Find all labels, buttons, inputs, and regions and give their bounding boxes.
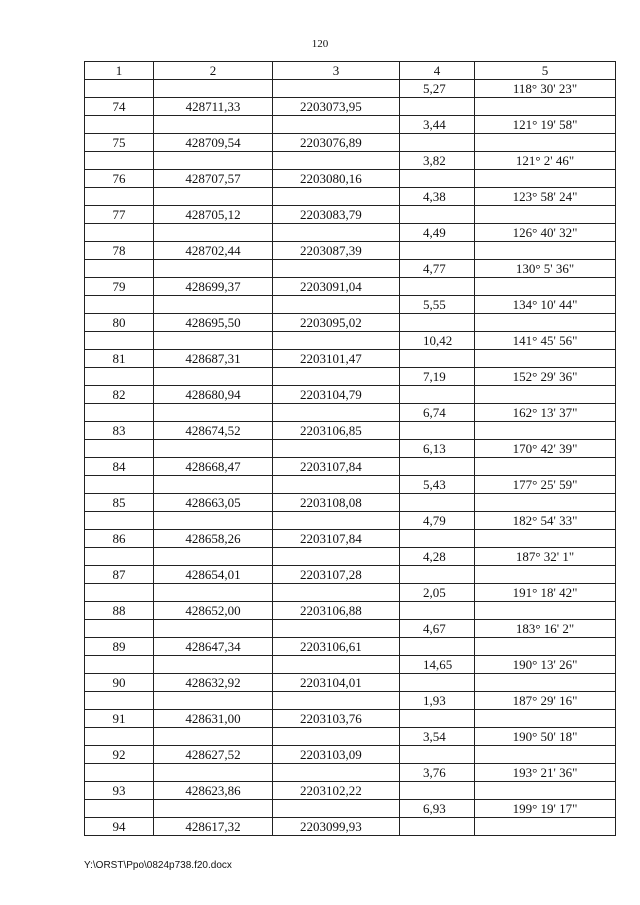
point-number-cell: 85 xyxy=(85,494,154,512)
distance-cell: 6,74 xyxy=(400,404,475,422)
bearing-cell: 191° 18' 42" xyxy=(475,584,616,602)
y-coordinate-cell: 2203102,22 xyxy=(273,782,400,800)
y-coordinate-cell: 2203095,02 xyxy=(273,314,400,332)
table-row xyxy=(85,548,616,566)
y-coordinate-cell xyxy=(273,224,400,242)
distance-cell: 4,38 xyxy=(400,188,475,206)
x-coordinate-cell xyxy=(154,800,273,818)
bearing-cell: 130° 5' 36" xyxy=(475,260,616,278)
bearing-cell xyxy=(475,170,616,188)
y-coordinate-cell: 2203104,01 xyxy=(273,674,400,692)
bearing-cell: 183° 16' 2" xyxy=(475,620,616,638)
bearing-cell xyxy=(475,602,616,620)
bearing-cell xyxy=(475,350,616,368)
table-row xyxy=(85,98,616,116)
y-coordinate-cell: 2203091,04 xyxy=(273,278,400,296)
point-number-cell xyxy=(85,584,154,602)
y-coordinate-cell: 2203107,84 xyxy=(273,530,400,548)
bearing-cell: 162° 13' 37" xyxy=(475,404,616,422)
table-row xyxy=(85,494,616,512)
y-coordinate-cell xyxy=(273,296,400,314)
distance-cell xyxy=(400,386,475,404)
bearing-cell xyxy=(475,782,616,800)
bearing-cell xyxy=(475,674,616,692)
bearing-cell: 152° 29' 36" xyxy=(475,368,616,386)
point-number-cell: 88 xyxy=(85,602,154,620)
x-coordinate-cell xyxy=(154,152,273,170)
point-number-cell xyxy=(85,296,154,314)
table-row xyxy=(85,674,616,692)
x-coordinate-cell: 428705,12 xyxy=(154,206,273,224)
x-coordinate-cell xyxy=(154,260,273,278)
x-coordinate-cell xyxy=(154,764,273,782)
table-row xyxy=(85,170,616,188)
distance-cell: 10,42 xyxy=(400,332,475,350)
bearing-cell xyxy=(475,710,616,728)
y-coordinate-cell: 2203076,89 xyxy=(273,134,400,152)
y-coordinate-cell: 2203087,39 xyxy=(273,242,400,260)
distance-cell: 2,05 xyxy=(400,584,475,602)
bearing-cell xyxy=(475,458,616,476)
distance-cell xyxy=(400,458,475,476)
y-coordinate-cell xyxy=(273,440,400,458)
y-coordinate-cell: 2203106,85 xyxy=(273,422,400,440)
distance-cell: 3,44 xyxy=(400,116,475,134)
table-row xyxy=(85,224,616,242)
distance-cell xyxy=(400,746,475,764)
y-coordinate-cell xyxy=(273,80,400,98)
y-coordinate-cell xyxy=(273,692,400,710)
point-number-cell: 81 xyxy=(85,350,154,368)
point-number-cell: 92 xyxy=(85,746,154,764)
distance-cell xyxy=(400,638,475,656)
y-coordinate-cell: 2203103,09 xyxy=(273,746,400,764)
bearing-cell: 118° 30' 23" xyxy=(475,80,616,98)
distance-cell xyxy=(400,566,475,584)
distance-cell: 4,49 xyxy=(400,224,475,242)
distance-cell xyxy=(400,782,475,800)
table-row xyxy=(85,602,616,620)
coordinates-table xyxy=(84,61,616,836)
table-row xyxy=(85,278,616,296)
distance-cell: 1,93 xyxy=(400,692,475,710)
x-coordinate-cell: 428647,34 xyxy=(154,638,273,656)
table-row xyxy=(85,728,616,746)
x-coordinate-cell xyxy=(154,620,273,638)
y-coordinate-cell xyxy=(273,476,400,494)
y-coordinate-cell xyxy=(273,188,400,206)
distance-cell: 6,13 xyxy=(400,440,475,458)
bearing-cell xyxy=(475,746,616,764)
table-row xyxy=(85,746,616,764)
y-coordinate-cell xyxy=(273,260,400,278)
bearing-cell xyxy=(475,242,616,260)
point-number-cell xyxy=(85,224,154,242)
point-number-cell xyxy=(85,764,154,782)
distance-cell: 6,93 xyxy=(400,800,475,818)
point-number-cell: 89 xyxy=(85,638,154,656)
y-coordinate-cell: 2203108,08 xyxy=(273,494,400,512)
distance-cell: 5,43 xyxy=(400,476,475,494)
distance-cell xyxy=(400,314,475,332)
bearing-cell xyxy=(475,278,616,296)
point-number-cell: 76 xyxy=(85,170,154,188)
x-coordinate-cell xyxy=(154,584,273,602)
point-number-cell xyxy=(85,404,154,422)
bearing-cell: 141° 45' 56" xyxy=(475,332,616,350)
table-row xyxy=(85,152,616,170)
x-coordinate-cell: 428709,54 xyxy=(154,134,273,152)
bearing-cell: 187° 29' 16" xyxy=(475,692,616,710)
y-coordinate-cell: 2203107,28 xyxy=(273,566,400,584)
y-coordinate-cell xyxy=(273,764,400,782)
table-row xyxy=(85,368,616,386)
header-col-5: 5 xyxy=(475,62,616,80)
distance-cell xyxy=(400,134,475,152)
x-coordinate-cell xyxy=(154,80,273,98)
point-number-cell: 78 xyxy=(85,242,154,260)
x-coordinate-cell: 428631,00 xyxy=(154,710,273,728)
x-coordinate-cell xyxy=(154,656,273,674)
x-coordinate-cell: 428687,31 xyxy=(154,350,273,368)
bearing-cell: 177° 25' 59" xyxy=(475,476,616,494)
page-number: 120 xyxy=(311,38,329,50)
table-row xyxy=(85,656,616,674)
x-coordinate-cell: 428652,00 xyxy=(154,602,273,620)
point-number-cell xyxy=(85,476,154,494)
distance-cell: 14,65 xyxy=(400,656,475,674)
table-row xyxy=(85,404,616,422)
x-coordinate-cell xyxy=(154,512,273,530)
footer-file-path: Y:\ORST\Ppo\0824p738.f20.docx xyxy=(84,860,232,871)
distance-cell: 4,67 xyxy=(400,620,475,638)
distance-cell xyxy=(400,278,475,296)
table-row xyxy=(85,710,616,728)
y-coordinate-cell: 2203106,61 xyxy=(273,638,400,656)
point-number-cell xyxy=(85,188,154,206)
point-number-cell: 84 xyxy=(85,458,154,476)
x-coordinate-cell xyxy=(154,116,273,134)
point-number-cell: 75 xyxy=(85,134,154,152)
y-coordinate-cell xyxy=(273,800,400,818)
y-coordinate-cell xyxy=(273,152,400,170)
x-coordinate-cell: 428663,05 xyxy=(154,494,273,512)
header-col-3: 3 xyxy=(273,62,400,80)
point-number-cell: 87 xyxy=(85,566,154,584)
distance-cell xyxy=(400,98,475,116)
table-row xyxy=(85,188,616,206)
y-coordinate-cell xyxy=(273,548,400,566)
x-coordinate-cell xyxy=(154,296,273,314)
x-coordinate-cell: 428707,57 xyxy=(154,170,273,188)
point-number-cell: 83 xyxy=(85,422,154,440)
point-number-cell: 93 xyxy=(85,782,154,800)
distance-cell: 4,28 xyxy=(400,548,475,566)
table-row xyxy=(85,422,616,440)
bearing-cell xyxy=(475,314,616,332)
point-number-cell xyxy=(85,656,154,674)
y-coordinate-cell xyxy=(273,368,400,386)
y-coordinate-cell xyxy=(273,728,400,746)
point-number-cell xyxy=(85,152,154,170)
x-coordinate-cell: 428632,92 xyxy=(154,674,273,692)
y-coordinate-cell xyxy=(273,404,400,422)
table-body xyxy=(85,80,616,836)
point-number-cell xyxy=(85,332,154,350)
distance-cell xyxy=(400,206,475,224)
point-number-cell xyxy=(85,440,154,458)
x-coordinate-cell xyxy=(154,548,273,566)
distance-cell xyxy=(400,602,475,620)
table-row xyxy=(85,476,616,494)
table-row xyxy=(85,260,616,278)
table-row xyxy=(85,242,616,260)
point-number-cell xyxy=(85,368,154,386)
x-coordinate-cell: 428617,32 xyxy=(154,818,273,836)
point-number-cell xyxy=(85,692,154,710)
point-number-cell: 74 xyxy=(85,98,154,116)
bearing-cell: 134° 10' 44" xyxy=(475,296,616,314)
bearing-cell: 121° 19' 58" xyxy=(475,116,616,134)
x-coordinate-cell: 428695,50 xyxy=(154,314,273,332)
point-number-cell xyxy=(85,620,154,638)
table-row xyxy=(85,314,616,332)
bearing-cell xyxy=(475,134,616,152)
distance-cell xyxy=(400,818,475,836)
y-coordinate-cell xyxy=(273,332,400,350)
point-number-cell xyxy=(85,512,154,530)
x-coordinate-cell: 428627,52 xyxy=(154,746,273,764)
table-row xyxy=(85,458,616,476)
x-coordinate-cell: 428702,44 xyxy=(154,242,273,260)
x-coordinate-cell: 428680,94 xyxy=(154,386,273,404)
distance-cell: 4,77 xyxy=(400,260,475,278)
table-row xyxy=(85,332,616,350)
point-number-cell: 82 xyxy=(85,386,154,404)
bearing-cell: 170° 42' 39" xyxy=(475,440,616,458)
point-number-cell xyxy=(85,548,154,566)
table-header-row xyxy=(85,62,616,80)
table-row xyxy=(85,638,616,656)
distance-cell: 4,79 xyxy=(400,512,475,530)
table-row xyxy=(85,350,616,368)
x-coordinate-cell xyxy=(154,476,273,494)
distance-cell xyxy=(400,710,475,728)
table-row xyxy=(85,566,616,584)
header-col-2: 2 xyxy=(154,62,273,80)
point-number-cell: 79 xyxy=(85,278,154,296)
point-number-cell: 77 xyxy=(85,206,154,224)
distance-cell xyxy=(400,242,475,260)
bearing-cell: 190° 13' 26" xyxy=(475,656,616,674)
distance-cell: 3,54 xyxy=(400,728,475,746)
y-coordinate-cell xyxy=(273,620,400,638)
table-row xyxy=(85,80,616,98)
y-coordinate-cell xyxy=(273,656,400,674)
bearing-cell: 182° 54' 33" xyxy=(475,512,616,530)
y-coordinate-cell xyxy=(273,512,400,530)
bearing-cell xyxy=(475,98,616,116)
bearing-cell: 190° 50' 18" xyxy=(475,728,616,746)
distance-cell xyxy=(400,530,475,548)
table-row xyxy=(85,764,616,782)
table-row xyxy=(85,800,616,818)
x-coordinate-cell xyxy=(154,404,273,422)
x-coordinate-cell: 428699,37 xyxy=(154,278,273,296)
table-row xyxy=(85,692,616,710)
table-row xyxy=(85,584,616,602)
x-coordinate-cell xyxy=(154,224,273,242)
table-row xyxy=(85,620,616,638)
bearing-cell xyxy=(475,638,616,656)
x-coordinate-cell xyxy=(154,368,273,386)
bearing-cell xyxy=(475,818,616,836)
distance-cell: 5,27 xyxy=(400,80,475,98)
x-coordinate-cell: 428711,33 xyxy=(154,98,273,116)
point-number-cell xyxy=(85,260,154,278)
y-coordinate-cell: 2203099,93 xyxy=(273,818,400,836)
x-coordinate-cell xyxy=(154,692,273,710)
x-coordinate-cell xyxy=(154,332,273,350)
distance-cell xyxy=(400,170,475,188)
y-coordinate-cell: 2203106,88 xyxy=(273,602,400,620)
y-coordinate-cell: 2203080,16 xyxy=(273,170,400,188)
x-coordinate-cell xyxy=(154,728,273,746)
point-number-cell xyxy=(85,116,154,134)
y-coordinate-cell: 2203073,95 xyxy=(273,98,400,116)
table-row xyxy=(85,116,616,134)
point-number-cell: 80 xyxy=(85,314,154,332)
table-row xyxy=(85,512,616,530)
x-coordinate-cell: 428654,01 xyxy=(154,566,273,584)
distance-cell xyxy=(400,674,475,692)
x-coordinate-cell xyxy=(154,188,273,206)
x-coordinate-cell: 428674,52 xyxy=(154,422,273,440)
distance-cell xyxy=(400,494,475,512)
x-coordinate-cell: 428623,86 xyxy=(154,782,273,800)
table-row xyxy=(85,386,616,404)
x-coordinate-cell xyxy=(154,440,273,458)
bearing-cell: 193° 21' 36" xyxy=(475,764,616,782)
y-coordinate-cell: 2203103,76 xyxy=(273,710,400,728)
bearing-cell: 123° 58' 24" xyxy=(475,188,616,206)
y-coordinate-cell: 2203107,84 xyxy=(273,458,400,476)
point-number-cell xyxy=(85,800,154,818)
y-coordinate-cell xyxy=(273,584,400,602)
table-row xyxy=(85,782,616,800)
y-coordinate-cell xyxy=(273,116,400,134)
bearing-cell xyxy=(475,422,616,440)
distance-cell: 7,19 xyxy=(400,368,475,386)
x-coordinate-cell: 428668,47 xyxy=(154,458,273,476)
table-row xyxy=(85,206,616,224)
point-number-cell: 86 xyxy=(85,530,154,548)
point-number-cell: 94 xyxy=(85,818,154,836)
bearing-cell: 199° 19' 17" xyxy=(475,800,616,818)
table-row xyxy=(85,818,616,836)
y-coordinate-cell: 2203083,79 xyxy=(273,206,400,224)
header-col-1: 1 xyxy=(85,62,154,80)
bearing-cell xyxy=(475,530,616,548)
x-coordinate-cell: 428658,26 xyxy=(154,530,273,548)
distance-cell xyxy=(400,350,475,368)
bearing-cell xyxy=(475,206,616,224)
bearing-cell xyxy=(475,386,616,404)
y-coordinate-cell: 2203104,79 xyxy=(273,386,400,404)
bearing-cell xyxy=(475,566,616,584)
header-col-4: 4 xyxy=(400,62,475,80)
distance-cell xyxy=(400,422,475,440)
distance-cell: 5,55 xyxy=(400,296,475,314)
point-number-cell xyxy=(85,728,154,746)
point-number-cell: 91 xyxy=(85,710,154,728)
distance-cell: 3,82 xyxy=(400,152,475,170)
table-row xyxy=(85,134,616,152)
bearing-cell: 121° 2' 46" xyxy=(475,152,616,170)
table-row xyxy=(85,530,616,548)
point-number-cell xyxy=(85,80,154,98)
distance-cell: 3,76 xyxy=(400,764,475,782)
table-row xyxy=(85,296,616,314)
y-coordinate-cell: 2203101,47 xyxy=(273,350,400,368)
bearing-cell xyxy=(475,494,616,512)
bearing-cell: 126° 40' 32" xyxy=(475,224,616,242)
table-row xyxy=(85,440,616,458)
point-number-cell: 90 xyxy=(85,674,154,692)
bearing-cell: 187° 32' 1" xyxy=(475,548,616,566)
